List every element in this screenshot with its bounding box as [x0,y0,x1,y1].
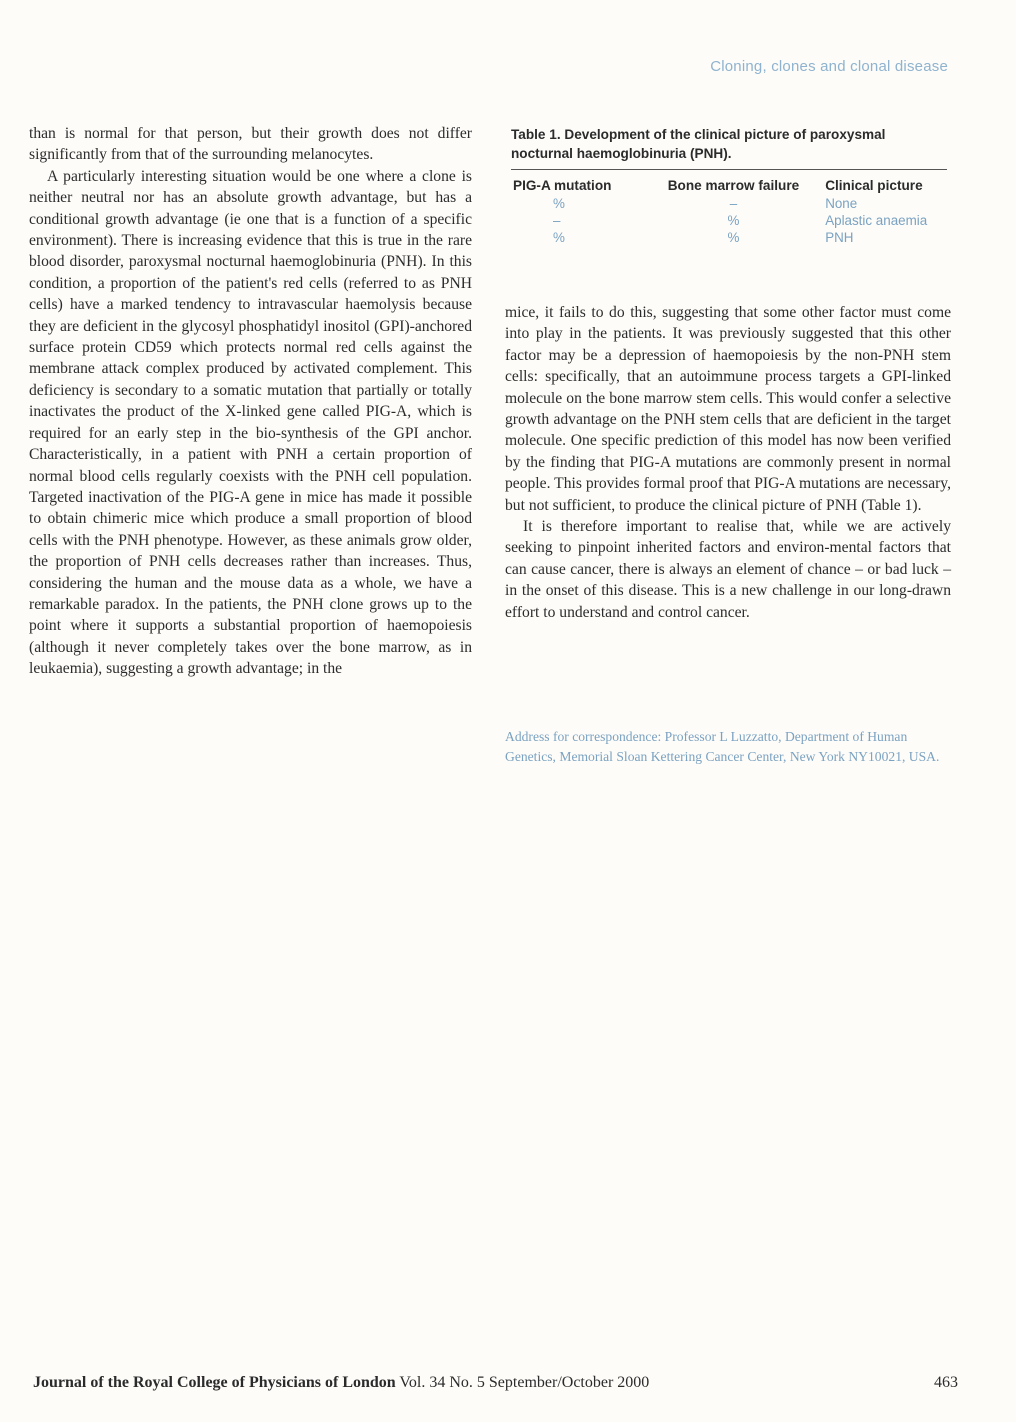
table-header-row [505,176,951,195]
table-cell: Aplastic anaemia [825,213,928,228]
paragraph: A particularly interesting situation would be one where a clone is neither neutral nor has an absolute growth advantage, but has a conditional growth advantage (ie one that is a function of a specific environment). There is increasing evidence that this is true in the rare blood disorder, paroxysmal nocturnal haemoglobinuria (PNH). In this condition, a proportion of the patient's red cells (referred to as PNH cells) have a marked tendency to intravascular haemolysis because they are deficient in the glycosyl phosphatidyl inositol (GPI)-anchored surface protein CD59 which protects normal red cells against the membrane attack complex produced by activated complement. This deficiency is secondary to a somatic mutation that partially or totally inactivates the product of the X-linked gene called PIG-A, which is required for an early step in the bio-synthesis of the GPI anchor. Characteristically, in a patient with PNH a certain proportion of normal blood cells regularly coexists with the PNH cell population. Targeted inactivation of the PIG-A gene in mice has made it possible to obtain chimeric mice which produce a small proportion of blood cells with the PNH phenotype. However, as these animals grow older, the proportion of PNH cells decreases rather than increases. Thus, considering the human and the mouse data as a whole, we have a remarkable paradox. In the patients, the PNH clone grows up to the point where it supports a substantial proportion of haemopoiesis (although it never completely takes over the bone marrow, as in leukaemia), suggesting a growth advantage; in the [29,167,472,678]
correspondence-address: Address for correspondence: Professor L Luzzatto, Department of Human Genetics, Memorial Sloan Kettering Cancer Center, New York NY10021, USA. [505,729,940,764]
paragraph: mice, it fails to do this, suggesting that some other factor must come into play in the patients. It was previously suggested that this other factor may be a depression of haemopoiesis by the non-PNH stem cells: specifically, that an autoimmune process targets a GPI-linked molecule on the bone marrow stem cells. This would confer a selective growth advantage on the PNH stem cells that are deficient in the target molecule. One specific prediction of this model has now been verified by the finding that PIG-A mutations are commonly present in normal people. This provides formal proof that PIG-A mutations are necessary, but not sufficient, to produce the clinical picture of PNH (Table 1). [505,304,951,514]
journal-name: Journal of the Royal College of Physicians of London [33,1374,396,1391]
header-clinical: Clinical picture [825,178,923,193]
page-footer [33,1374,958,1392]
table-cell: % [727,213,740,228]
table-cell: % [553,230,565,245]
table-rule [511,169,947,170]
table-row [505,229,951,246]
table-cell: % [553,196,565,211]
header-bone-marrow: Bone marrow failure [667,178,800,193]
table-cell: – [553,213,561,228]
table-grid [505,176,951,246]
header-pig-a: PIG-A mutation [513,178,612,193]
paragraph: It is therefore important to realise that, while we are actively seeking to pinpoint inherited factors and environ-mental factors that can cause cancer, there is always an element of chance – or bad luck – in the onset of this disease. This is a new challenge in our long-drawn effort to understand and control cancer. [505,518,951,621]
table-caption: Table 1. Development of the clinical picture of paroxysmal nocturnal haemoglobinuria (PNH). [511,127,886,161]
right-column [505,302,951,623]
running-head: Cloning, clones and clonal disease [710,58,948,75]
issue-info: Vol. 34 No. 5 September/October 2000 [399,1374,650,1391]
table-cell: – [729,196,738,211]
table-1 [505,118,951,270]
page-number: 463 [934,1374,958,1391]
table-cell: None [825,196,858,211]
table-row [505,195,951,212]
table-row [505,212,951,229]
paragraph: than is normal for that person, but their growth does not differ significantly from that of the surrounding melanocytes. [29,125,472,164]
left-column [29,123,472,680]
table-cell: % [727,230,740,245]
table-cell: PNH [825,230,854,245]
